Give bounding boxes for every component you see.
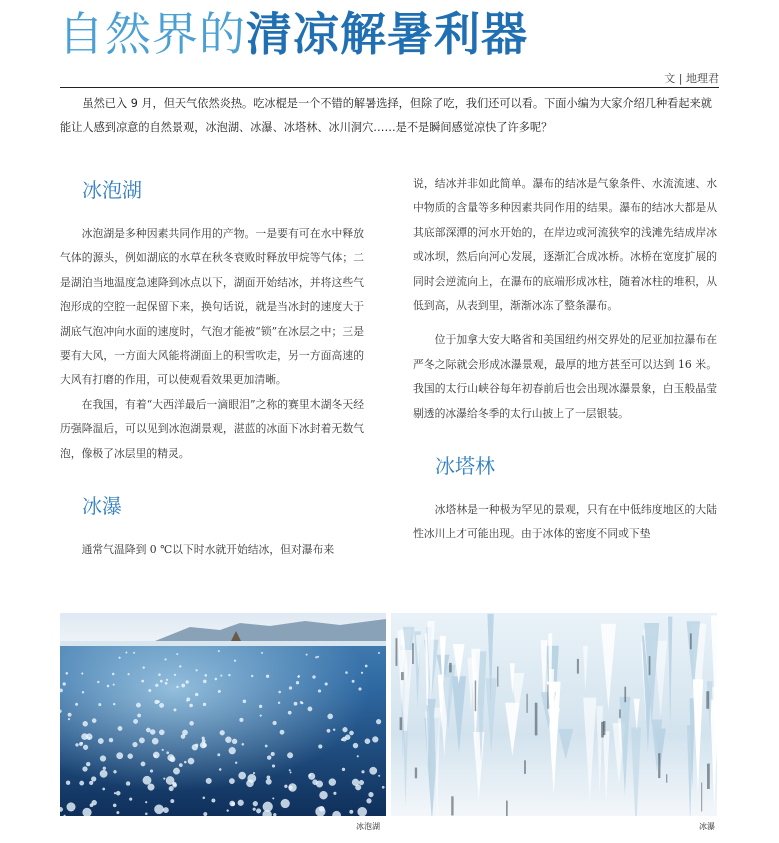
ice-fall-paragraph-2: 位于加拿大安大略省和美国纽约州交界处的尼亚加拉瀑布在严冬之际就会形成冰瀑景观，最厚的地方甚至可以达到 16 米。我国的太行山峡谷每年初春前后也会出现冰瀑景象，白玉般晶莹剔透的冰瀑给冬季的太行山披上了一层银装。	[413, 333, 717, 420]
byline: 文 | 地理君	[664, 72, 719, 85]
header-divider	[60, 87, 719, 88]
bubble-lake-paragraph-2: 在我国，有着“大西洋最后一滴眼泪”之称的赛里木湖冬天经历强降温后，可以见到冰泡湖景观，湛蓝的冰面下冰封着无数气泡，像极了冰层里的精灵。	[60, 397, 364, 460]
title-bold-part: 清凉解暑利器	[246, 7, 528, 61]
heading-ice-tower: 冰塔林	[435, 454, 495, 479]
bubble-lake-paragraph-1: 冰泡湖是多种因素共同作用的产物。一是要有可在水中释放气体的源头，例如湖底的水草在秋冬衰败时释放甲烷等气体；二是湖泊当地温度急速降到冰点以下，湖面开始结冰，并将这些气泡形成的空腔一起保留下来，换句话说，就是当冰封的速度大于湖底气泡冲向水面的速度时，气泡才能被“锁”在冰层之中；三是要有大风，一方面大风能将湖面上的积雪吹走，另一方面高速的大风有打磨的作用，可以使观看效果更加清晰。	[60, 227, 364, 387]
title-light-part: 自然界的	[58, 7, 246, 61]
heading-bubble-lake: 冰泡湖	[82, 178, 142, 202]
intro-paragraph: 虽然已入 9 月，但天气依然炎热。吃冰棍是一个不错的解暑选择，但除了吃，我们还可以看。下面小编为大家介绍几种看起来就能让人感到凉意的自然景观，冰泡湖、冰瀑、冰塔林、冰川洞穴……是不是瞬间感觉凉快了许多呢？	[60, 97, 712, 134]
article-title	[58, 6, 528, 62]
heading-ice-fall: 冰瀑	[82, 494, 122, 519]
ice-tower-paragraph-1: 冰塔林是一种极为罕见的景观，只有在中低纬度地区的大陆性冰川上才可能出现。由于冰体的密度不同或下垫	[413, 503, 717, 541]
ice-fall-paragraph-continued: 说，结冰并非如此简单。瀑布的结冰是气象条件、水流流速、水中物质的含量等多种因素共同作用的结果。瀑布的结冰大都是从其底部深潭的河水开始的，在岸边或河流狭窄的浅滩先结成岸冰或冰坝，然后向河心发展，逐渐汇合成冰桥。冰桥在宽度扩展的同时会逆流向上，在瀑布的底端形成冰柱，随着冰柱的堆积，从低到高，从表到里，渐渐冰冻了整条瀑布。	[413, 177, 717, 313]
bubble-lake-photo	[60, 613, 386, 816]
left-column	[60, 172, 364, 562]
caption-bubble-lake: 冰泡湖	[356, 822, 380, 831]
caption-ice-fall: 冰瀑	[699, 822, 715, 831]
right-column	[413, 172, 717, 547]
ice-fall-paragraph-start: 通常气温降到 0 ℃以下时水就开始结冰，但对瀑布来	[81, 543, 335, 557]
ice-fall-photo	[391, 613, 717, 816]
